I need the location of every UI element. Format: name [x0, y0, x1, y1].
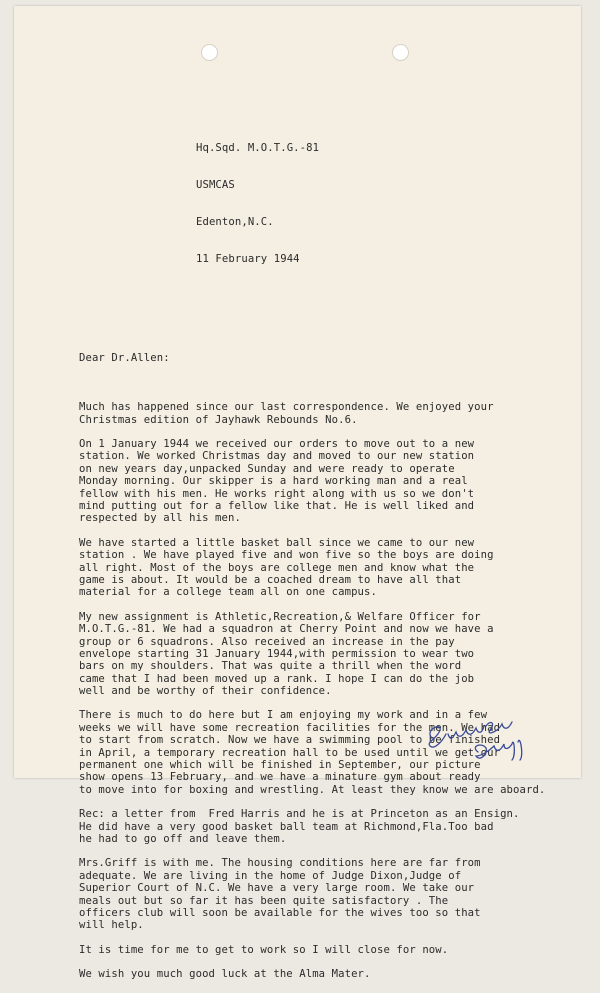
text-line: in April, a temporary recreation hall to be used until we get our — [79, 746, 501, 759]
text-line: to start from scratch. Now we have a swimming pool to be finished — [79, 734, 501, 747]
text-line: We wish you much good luck at the Alma Mater. — [79, 968, 371, 981]
text-line: station . We have played five and won five so the boys are doing — [79, 549, 494, 562]
text-line: permanent one which will be finished in September, our picture — [79, 759, 481, 772]
text-line: M.O.T.G.-81. We had a squadron at Cherry Point and now we have a — [79, 623, 494, 636]
text-line: will help. — [79, 919, 144, 932]
text-line: adequate. We are living in the home of Judge Dixon,Judge of — [79, 869, 462, 882]
letter-header — [196, 117, 579, 291]
paragraph — [79, 401, 579, 426]
punch-hole-right — [392, 44, 409, 61]
text-line: game is about. It would be a coached dream to have all that — [79, 573, 462, 586]
text-line: on new years day,unpacked Sunday and were ready to operate — [79, 462, 455, 475]
text-line: meals out but so far it has been quite satisfactory . The — [79, 894, 449, 907]
paragraph — [79, 968, 579, 980]
text-line: well and be worthy of their confidence. — [79, 685, 332, 698]
text-line: My new assignment is Athletic,Recreation,& Welfare Officer for — [79, 610, 481, 623]
letter-paragraphs — [79, 389, 579, 980]
paragraph — [79, 438, 579, 525]
text-line: He did have a very good basket ball team at Richmond,Fla.Too bad — [79, 820, 494, 833]
header-station: USMCAS — [196, 178, 235, 191]
text-line: It is time for me to get to work so I will close for now. — [79, 943, 449, 956]
text-line: There is much to do here but I am enjoying my work and in a few — [79, 709, 488, 722]
letter-body — [79, 92, 579, 993]
header-unit: Hq.Sqd. M.O.T.G.-81 — [196, 141, 320, 154]
text-line: station. We worked Christmas day and moved to our new station — [79, 450, 475, 463]
text-line: Mrs.Griff is with me. The housing conditions here are far from — [79, 857, 481, 870]
paragraph — [79, 537, 579, 599]
text-line: came that I had been moved up a rank. I hope I can do the job — [79, 672, 475, 685]
header-date: 11 February 1944 — [196, 253, 300, 266]
paragraph — [79, 808, 579, 845]
text-line: Much has happened since our last correspondence. We enjoyed your — [79, 401, 494, 414]
text-line: Superior Court of N.C. We have a very large room. We take our — [79, 882, 475, 895]
header-location: Edenton,N.C. — [196, 216, 274, 229]
paragraph — [79, 944, 579, 956]
paragraph — [79, 611, 579, 698]
text-line: We have started a little basket ball since we came to our new — [79, 536, 475, 549]
text-line: group or 6 squadrons. Also received an increase in the pay — [79, 635, 455, 648]
text-line: material for a college team all on one campus. — [79, 586, 377, 599]
salutation: Dear Dr.Allen: — [79, 352, 170, 365]
text-line: On 1 January 1944 we received our orders to move out to a new — [79, 438, 475, 451]
text-line: Monday morning. Our skipper is a hard working man and a real — [79, 475, 468, 488]
text-line: mind putting out for a fellow like that. He is well liked and — [79, 500, 475, 512]
punch-hole-left — [201, 44, 218, 61]
text-line: bars on my shoulders. That was quite a thrill when the word — [79, 660, 462, 673]
text-line: officers club will soon be available for the wives too so that — [79, 906, 481, 919]
text-line: respected by all his men. — [79, 512, 241, 525]
text-line: he had to go off and leave them. — [79, 832, 287, 845]
text-line: to move into for boxing and wrestling. At least they know we are aboard. — [79, 783, 546, 796]
text-line: envelope starting 31 January 1944,with permission to wear two — [79, 647, 475, 660]
paragraph — [79, 857, 579, 931]
text-line: Christmas edition of Jayhawk Rebounds No.6. — [79, 413, 358, 426]
text-line: weeks we will have some recreation facilities for the men. We had — [79, 721, 501, 734]
handwritten-signature — [420, 716, 540, 766]
text-line: Rec: a letter from Fred Harris and he is at Princeton as an Ensign. — [79, 808, 520, 821]
text-line: fellow with his men. He works right along with us so we don't — [79, 487, 475, 500]
text-line: all right. Most of the boys are college men and know what the — [79, 561, 475, 574]
text-line: show opens 13 February, and we have a minature gym about ready — [79, 771, 481, 784]
